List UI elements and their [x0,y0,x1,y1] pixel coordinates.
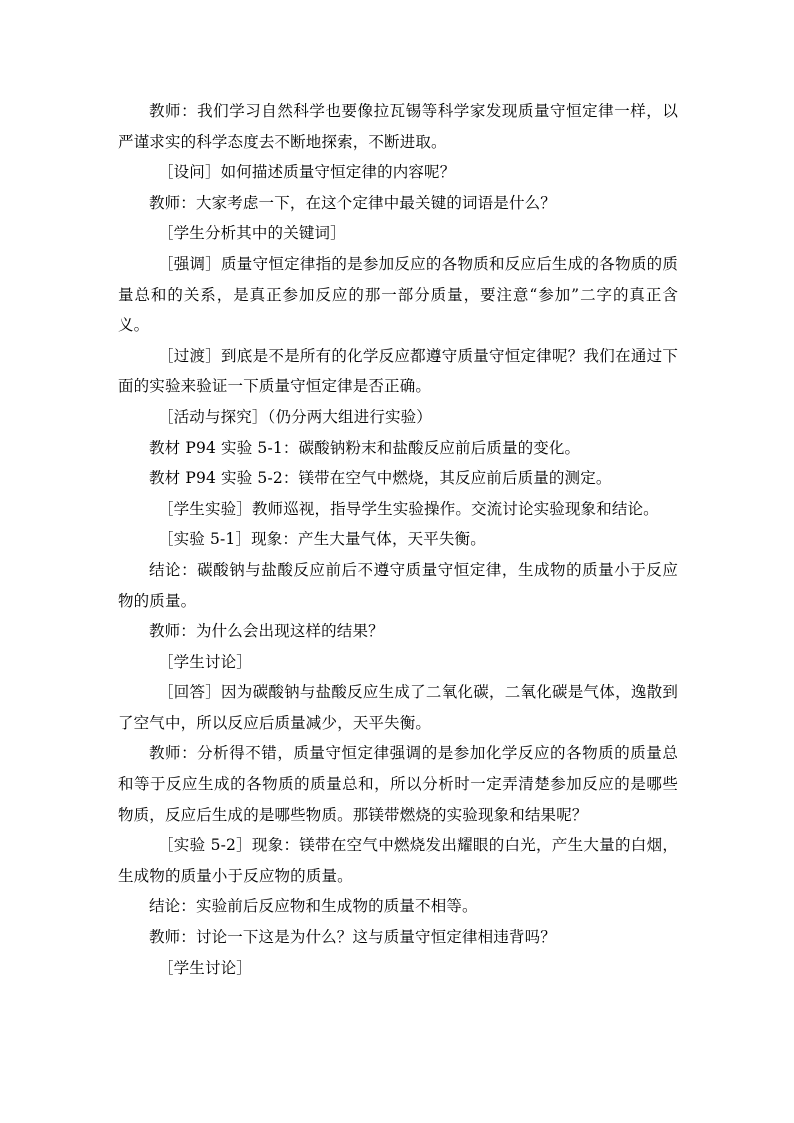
paragraph-teacher-analysis: 教师：分析得不错，质量守恒定律强调的是参加化学反应的各物质的质量总和等于反应生成的各物质的质量总和，所以分析时一定弄清楚参加反应的是哪些物质，反应后生成的是哪些物质。那镁带燃烧的实验现象和结果呢？ [118,744,678,824]
paragraph-answer: ［回答］因为碳酸钠与盐酸反应生成了二氧化碳，二氧化碳是气体，逸散到了空气中，所以反应后质量减少，天平失衡。 [118,683,678,732]
paragraph-result-5-2: ［实验 5-2］现象：镁带在空气中燃烧发出耀眼的白光，产生大量的白烟，生成物的质量小于反应物的质量。 [118,836,678,885]
paragraph-emphasis: ［强调］质量守恒定律指的是参加反应的各物质和反应后生成的各物质的质量总和的关系，是真正参加反应的那一部分质量，要注意“参加”二字的真正含义。 [118,254,678,335]
paragraph-teacher-keyword: 教师：大家考虑一下，在这个定律中最关键的词语是什么？ [149,193,556,212]
paragraph-student-analysis: ［学生分析其中的关键词］ [158,224,346,243]
paragraph-teacher-why: 教师：为什么会出现这样的结果？ [149,622,384,641]
paragraph-conclusion-5-1: 结论：碳酸钠与盐酸反应前后不遵守质量守恒定律，生成物的质量小于反应物的质量。 [118,560,678,610]
paragraph-student-discussion-1: ［学生讨论］ [158,652,252,671]
paragraph-experiment-5-1: 教材 P94 实验 5-1：碳酸钠粉末和盐酸反应前后质量的变化。 [149,438,581,457]
document-body [118,96,678,983]
paragraph-activity: ［活动与探究］（仍分两大组进行实验） [158,407,432,426]
paragraph-experiment-5-2: 教材 P94 实验 5-2：镁带在空气中燃烧，其反应前后质量的测定。 [149,469,612,488]
paragraph-question: ［设问］如何描述质量守恒定律的内容呢？ [158,163,456,182]
paragraph-transition: ［过渡］到底是不是所有的化学反应都遵守质量守恒定律呢？我们在通过下面的实验来验证一下质量守恒定律是否正确。 [118,346,678,396]
paragraph-conclusion-5-2: 结论：实验前后反应物和生成物的质量不相等。 [149,897,478,916]
paragraph-result-5-1: ［实验 5-1］现象：产生大量气体，天平失衡。 [158,530,486,549]
paragraph-teacher-discuss: 教师：讨论一下这是为什么？这与质量守恒定律相违背吗？ [149,928,556,947]
paragraph-teacher-intro: 教师：我们学习自然科学也要像拉瓦锡等科学家发现质量守恒定律一样，以严谨求实的科学态度去不断地探索，不断进取。 [118,102,678,151]
paragraph-student-experiment: ［学生实验］教师巡视，指导学生实验操作。交流讨论实验现象和结论。 [158,499,659,518]
paragraph-student-discussion-2: ［学生讨论］ [158,958,252,977]
